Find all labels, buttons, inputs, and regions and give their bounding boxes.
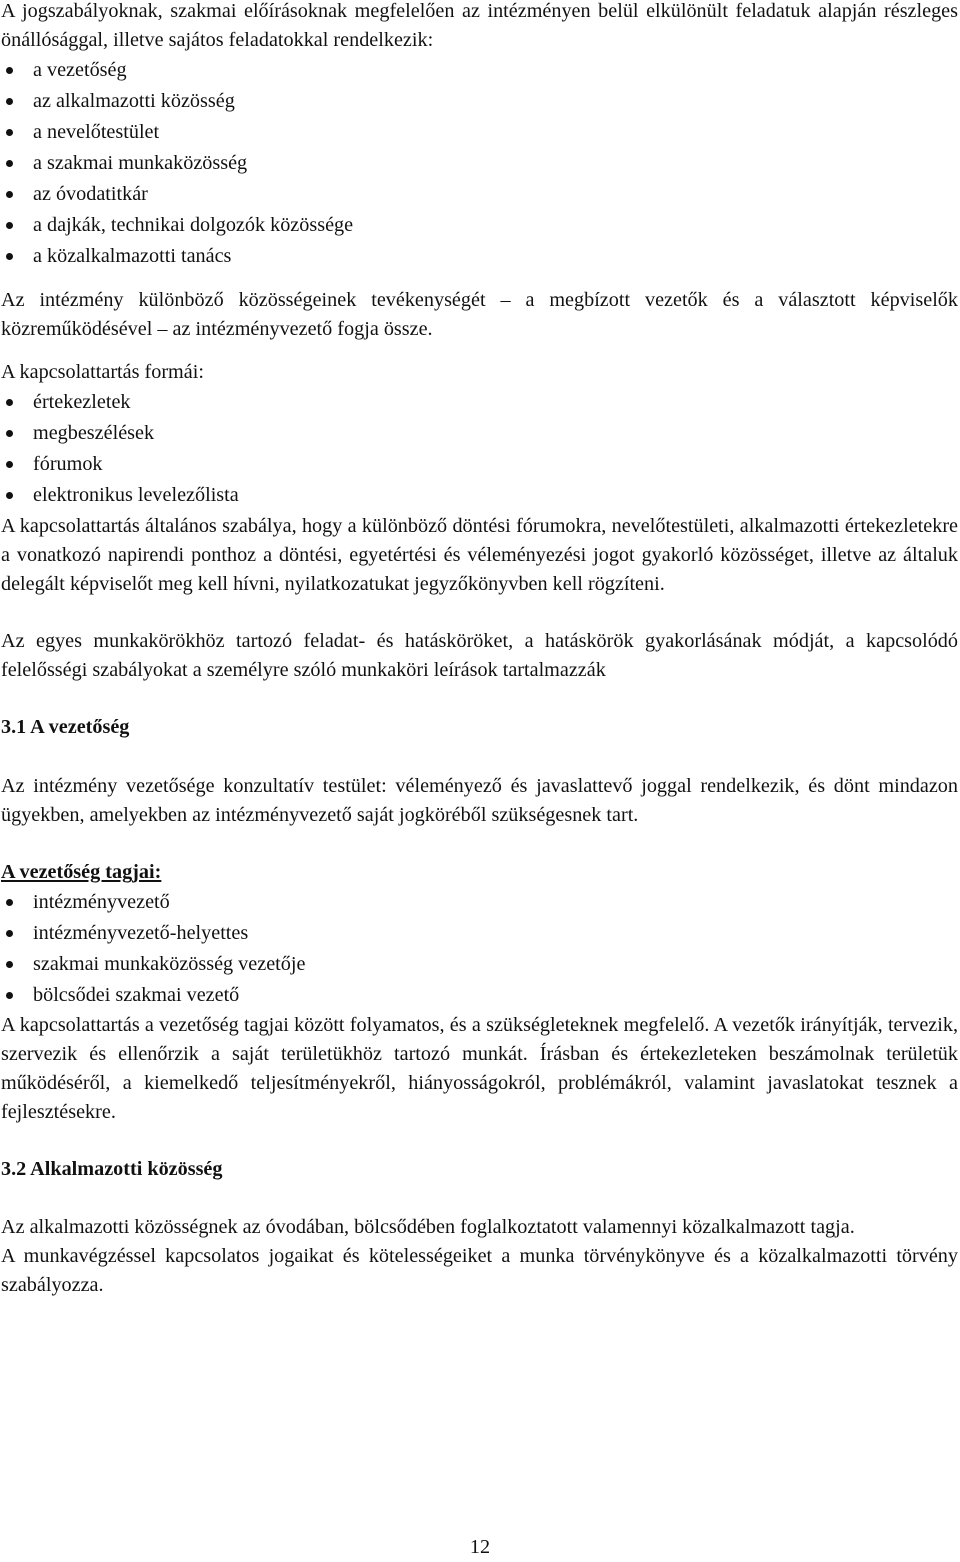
contact-forms-list (0, 388, 960, 512)
list-item: az óvodatitkár (0, 180, 960, 211)
list-item: a nevelőtestület (0, 118, 960, 149)
list-item: a közalkalmazotti tanács (0, 242, 960, 273)
list-item: a szakmai munkaközösség (0, 149, 960, 180)
list-item: az alkalmazotti közösség (0, 87, 960, 118)
intro-paragraph: A jogszabályoknak, szakmai előírásoknak megfelelően az intézményen belül elkülönült feladatuk alapján részleges önállósággal, illetve sajátos feladatokkal rendelkezik: (1, 0, 958, 51)
list-item: intézményvezető (0, 888, 960, 919)
section-3-2-paragraph-2: A munkavégzéssel kapcsolatos jogaikat és kötelességeiket a munka törvénykönyve és a közalkalmazotti törvény szabályozza. (1, 1245, 958, 1296)
list-item: bölcsődei szakmai vezető (0, 981, 960, 1012)
list-item: elektronikus levelezőlista (0, 481, 960, 512)
members-list (0, 888, 960, 1012)
section-3-1-paragraph: Az intézmény vezetősége konzultatív testület: véleményező és javaslattevő joggal rendelkezik, és dönt mindazon ügyekben, amelyekben az intézményvezető saját jogköréből szükségesnek tart. (1, 775, 958, 826)
contact-rule-paragraph: A kapcsolattartás általános szabálya, hogy a különböző döntési fórumokra, nevelőtestületi, alkalmazotti értekezletekre a vonatkozó napirendi ponthoz a döntési, egyetértési és véleményezési jogot gyakorló közösséget, illetve az általuk delegált képviselőt meg kell hívni, nyilatkozatukat jegyzőkönyvben kell rögzíteni. (1, 515, 958, 595)
section-3-1-heading: 3.1 A vezetőség (1, 716, 130, 738)
list-item: megbeszélések (0, 419, 960, 450)
page-number: 12 (469, 1536, 491, 1558)
coordination-paragraph: Az intézmény különböző közösségeinek tevékenységét – a megbízott vezetők és a választott képviselők közreműködésével – az intézményvezető fogja össze. (1, 289, 958, 340)
list-item: a dajkák, technikai dolgozók közössége (0, 211, 960, 242)
contact-forms-title: A kapcsolattartás formái: (1, 361, 204, 383)
list-item: intézményvezető-helyettes (0, 919, 960, 950)
list-item: a vezetőség (0, 56, 960, 87)
section-3-2-paragraph-1: Az alkalmazotti közösségnek az óvodában, bölcsődében foglalkoztatott valamennyi közalkalmazott tagja. (1, 1216, 855, 1238)
section-3-2-heading: 3.2 Alkalmazotti közösség (1, 1158, 223, 1180)
members-title: A vezetőség tagjai: (1, 861, 162, 883)
job-descriptions-paragraph: Az egyes munkakörökhöz tartozó feladat- és hatásköröket, a hatáskörök gyakorlásának módját, a kapcsolódó felelősségi szabályokat a személyre szóló munkaköri leírások tartalmazzák (1, 630, 958, 681)
list-item: szakmai munkaközösség vezetője (0, 950, 960, 981)
communities-list (0, 56, 960, 273)
list-item: fórumok (0, 450, 960, 481)
members-paragraph: A kapcsolattartás a vezetőség tagjai között folyamatos, és a szükségleteknek megfelelő. A vezetők irányítják, tervezik, szervezik és ellenőrzik a saját területükhöz tartozó munkát. Írásban és értekezleteken beszámolnak területük működéséről, a kiemelkedő teljesítményekről, hiányosságokról, problémákról, valamint javaslatokat tesznek a fejlesztésekre. (1, 1014, 958, 1123)
list-item: értekezletek (0, 388, 960, 419)
